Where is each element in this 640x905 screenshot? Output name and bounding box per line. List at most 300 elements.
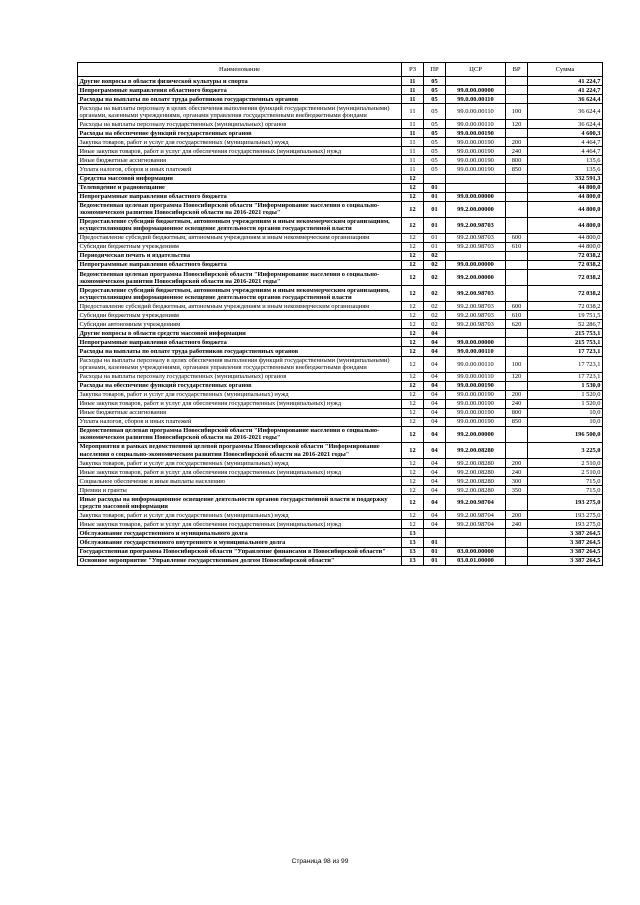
- cell-pr: [424, 174, 446, 183]
- cell-csr: 99.0.00.00000: [446, 86, 506, 95]
- table-row: [78, 138, 603, 147]
- cell-name: Основное мероприятие "Управление государственным долгом Новосибирской области": [78, 556, 402, 565]
- cell-name: Расходы на выплаты по оплате труда работников государственных органов: [78, 347, 402, 356]
- table-row: [78, 320, 603, 329]
- cell-pr: 02: [424, 251, 446, 260]
- cell-pr: 04: [424, 372, 446, 381]
- cell-rz: 13: [402, 538, 424, 547]
- cell-vr: 100: [506, 104, 528, 120]
- cell-rz: 12: [402, 201, 424, 217]
- cell-name: Мероприятия в рамках ведомственной целевой программы Новосибирской области "Информирование населения о социально-экономическом развитии Новосибирской области на 2016-2021 годы": [78, 442, 402, 458]
- cell-sum: 36 624,4: [528, 95, 603, 104]
- cell-pr: 01: [424, 556, 446, 565]
- cell-pr: 02: [424, 311, 446, 320]
- cell-vr: [506, 529, 528, 538]
- cell-pr: 04: [424, 390, 446, 399]
- cell-csr: [446, 538, 506, 547]
- cell-pr: 02: [424, 302, 446, 311]
- cell-vr: 100: [506, 356, 528, 372]
- cell-sum: 1 520,0: [528, 390, 603, 399]
- table-row: [78, 408, 603, 417]
- table-row: [78, 486, 603, 495]
- cell-csr: 99.2.00.08280: [446, 468, 506, 477]
- cell-sum: 72 038,2: [528, 251, 603, 260]
- cell-vr: [506, 286, 528, 302]
- cell-sum: 193 275,0: [528, 511, 603, 520]
- table-row: [78, 286, 603, 302]
- table-row: [78, 372, 603, 381]
- cell-csr: 99.0.00.00110: [446, 372, 506, 381]
- cell-name: Иные закупки товаров, работ и услуг для обеспечения государственных (муниципальных) нужд: [78, 468, 402, 477]
- cell-name: Другие вопросы в области физической культуры и спорта: [78, 77, 402, 86]
- cell-name: Расходы на выплаты персоналу в целях обеспечения выполнения функций государственными (муниципальными) органами, казенными учреждениями, органами управления государственными внебюджетными фондами: [78, 104, 402, 120]
- cell-vr: 200: [506, 138, 528, 147]
- cell-csr: 99.0.00.00190: [446, 129, 506, 138]
- cell-rz: 11: [402, 120, 424, 129]
- cell-name: Иные закупки товаров, работ и услуг для обеспечения государственных (муниципальных) нужд: [78, 147, 402, 156]
- cell-sum: 3 387 264,5: [528, 547, 603, 556]
- cell-name: Субсидии автономным учреждениям: [78, 320, 402, 329]
- cell-rz: 13: [402, 556, 424, 565]
- cell-vr: [506, 192, 528, 201]
- cell-csr: 99.2.00.98703: [446, 320, 506, 329]
- cell-rz: 12: [402, 426, 424, 442]
- table-row: [78, 251, 603, 260]
- cell-rz: 11: [402, 77, 424, 86]
- cell-rz: 12: [402, 286, 424, 302]
- cell-csr: 99.2.00.98703: [446, 217, 506, 233]
- cell-rz: 11: [402, 138, 424, 147]
- cell-rz: 12: [402, 320, 424, 329]
- header-vr: ВР: [506, 63, 528, 77]
- cell-name: Предоставление субсидий бюджетным, автономным учреждениям и иным некоммерческим организациям: [78, 302, 402, 311]
- cell-vr: [506, 174, 528, 183]
- cell-rz: 12: [402, 477, 424, 486]
- cell-name: Иные закупки товаров, работ и услуг для обеспечения государственных (муниципальных) нужд: [78, 520, 402, 529]
- cell-name: Обслуживание государственного и муниципального долга: [78, 529, 402, 538]
- cell-rz: 12: [402, 311, 424, 320]
- cell-rz: 12: [402, 399, 424, 408]
- table-row: [78, 417, 603, 426]
- cell-csr: 99.2.00.98704: [446, 495, 506, 511]
- cell-pr: 05: [424, 156, 446, 165]
- cell-csr: 99.2.00.98703: [446, 242, 506, 251]
- cell-csr: 99.0.00.00190: [446, 417, 506, 426]
- cell-rz: 12: [402, 486, 424, 495]
- cell-rz: 11: [402, 95, 424, 104]
- cell-vr: 600: [506, 302, 528, 311]
- cell-rz: 12: [402, 183, 424, 192]
- table-row: [78, 156, 603, 165]
- cell-csr: 99.2.00.98703: [446, 286, 506, 302]
- cell-vr: 620: [506, 320, 528, 329]
- table-row: [78, 270, 603, 286]
- cell-rz: 12: [402, 270, 424, 286]
- cell-name: Периодическая печать и издательства: [78, 251, 402, 260]
- cell-csr: 99.0.00.00190: [446, 381, 506, 390]
- cell-csr: 99.2.00.00000: [446, 201, 506, 217]
- cell-pr: 05: [424, 95, 446, 104]
- table-row: [78, 381, 603, 390]
- cell-csr: 99.2.00.98703: [446, 302, 506, 311]
- cell-pr: 04: [424, 399, 446, 408]
- cell-rz: 12: [402, 468, 424, 477]
- cell-sum: 3 387 264,5: [528, 529, 603, 538]
- cell-sum: 72 038,2: [528, 286, 603, 302]
- cell-sum: 332 591,3: [528, 174, 603, 183]
- table-row: [78, 260, 603, 269]
- cell-pr: 01: [424, 217, 446, 233]
- header-csr: ЦСР: [446, 63, 506, 77]
- cell-pr: 04: [424, 511, 446, 520]
- cell-csr: 99.0.00.00190: [446, 138, 506, 147]
- cell-sum: 17 723,1: [528, 356, 603, 372]
- table-row: [78, 459, 603, 468]
- cell-rz: 12: [402, 408, 424, 417]
- table-row: [78, 426, 603, 442]
- table-row: [78, 495, 603, 511]
- cell-rz: 12: [402, 520, 424, 529]
- cell-sum: 4 600,3: [528, 129, 603, 138]
- cell-rz: 12: [402, 329, 424, 338]
- cell-rz: 12: [402, 174, 424, 183]
- cell-name: Расходы на выплаты персоналу в целях обеспечения выполнения функций государственными (муниципальными) органами, казенными учреждениями, органами управления государственными внебюджетными фондами: [78, 356, 402, 372]
- cell-rz: 12: [402, 356, 424, 372]
- cell-name: Обслуживание государственного внутреннего и муниципального долга: [78, 538, 402, 547]
- cell-vr: 850: [506, 417, 528, 426]
- cell-sum: 36 624,4: [528, 104, 603, 120]
- cell-vr: [506, 426, 528, 442]
- cell-pr: 05: [424, 165, 446, 174]
- cell-csr: 99.2.00.08280: [446, 477, 506, 486]
- cell-sum: 44 800,0: [528, 233, 603, 242]
- cell-name: Телевидение и радиовещание: [78, 183, 402, 192]
- cell-csr: 99.0.00.00190: [446, 165, 506, 174]
- table-row: [78, 165, 603, 174]
- cell-sum: 215 753,1: [528, 329, 603, 338]
- table-row: [78, 399, 603, 408]
- header-sum: Сумма: [528, 63, 603, 77]
- cell-sum: 2 510,0: [528, 459, 603, 468]
- cell-vr: [506, 201, 528, 217]
- cell-sum: 17 723,1: [528, 347, 603, 356]
- cell-vr: 600: [506, 233, 528, 242]
- cell-name: Ведомственная целевая программа Новосибирской области "Информирование населения о социально-экономическом развитии Новосибирской области на 2016-2021 годы": [78, 270, 402, 286]
- cell-vr: [506, 338, 528, 347]
- cell-name: Субсидии бюджетным учреждениям: [78, 242, 402, 251]
- cell-pr: 04: [424, 495, 446, 511]
- cell-name: Расходы на выплаты персоналу государственных (муниципальных) органов: [78, 120, 402, 129]
- cell-pr: 05: [424, 147, 446, 156]
- table-row: [78, 520, 603, 529]
- cell-rz: 12: [402, 417, 424, 426]
- cell-pr: 04: [424, 356, 446, 372]
- cell-sum: 44 800,0: [528, 217, 603, 233]
- cell-pr: 04: [424, 417, 446, 426]
- cell-vr: [506, 347, 528, 356]
- cell-name: Непрограммные направления областного бюджета: [78, 192, 402, 201]
- cell-sum: 41 224,7: [528, 77, 603, 86]
- cell-sum: 10,0: [528, 417, 603, 426]
- cell-sum: 4 464,7: [528, 138, 603, 147]
- table-row: [78, 302, 603, 311]
- cell-name: Расходы на выплаты по оплате труда работников государственных органов: [78, 95, 402, 104]
- header-pr: ПР: [424, 63, 446, 77]
- cell-vr: 350: [506, 486, 528, 495]
- cell-vr: 120: [506, 120, 528, 129]
- cell-rz: 12: [402, 381, 424, 390]
- table-row: [78, 538, 603, 547]
- cell-vr: 240: [506, 520, 528, 529]
- cell-name: Средства массовой информации: [78, 174, 402, 183]
- cell-pr: 01: [424, 547, 446, 556]
- cell-sum: 72 038,2: [528, 270, 603, 286]
- cell-vr: 800: [506, 408, 528, 417]
- cell-sum: 44 800,0: [528, 183, 603, 192]
- cell-vr: 800: [506, 156, 528, 165]
- cell-sum: 3 387 264,5: [528, 556, 603, 565]
- cell-name: Другие вопросы в области средств массовой информации: [78, 329, 402, 338]
- cell-sum: 1 530,0: [528, 381, 603, 390]
- cell-rz: 12: [402, 372, 424, 381]
- table-row: [78, 468, 603, 477]
- cell-vr: [506, 251, 528, 260]
- budget-table: [77, 62, 603, 566]
- table-row: [78, 233, 603, 242]
- cell-name: Уплата налогов, сборов и иных платежей: [78, 417, 402, 426]
- cell-pr: 02: [424, 320, 446, 329]
- table-row: [78, 77, 603, 86]
- cell-name: Непрограммные направления областного бюджета: [78, 260, 402, 269]
- cell-pr: 01: [424, 201, 446, 217]
- cell-rz: 12: [402, 459, 424, 468]
- cell-csr: 99.2.00.08280: [446, 486, 506, 495]
- table-header-row: [78, 63, 603, 77]
- cell-sum: 72 038,2: [528, 260, 603, 269]
- table-row: [78, 556, 603, 565]
- cell-sum: 196 500,0: [528, 426, 603, 442]
- cell-name: Предоставление субсидий бюджетным, автономным учреждениям и иным некоммерческим организациям, осуществляющим информационное освещение деятельности органов государственной власти: [78, 217, 402, 233]
- cell-pr: 01: [424, 538, 446, 547]
- cell-name: Расходы на обеспечение функций государственных органов: [78, 381, 402, 390]
- cell-pr: 04: [424, 381, 446, 390]
- cell-csr: 99.0.00.00110: [446, 104, 506, 120]
- cell-pr: 02: [424, 270, 446, 286]
- cell-name: Ведомственная целевая программа Новосибирской области "Информирование населения о социально-экономическом развитии Новосибирской области на 2016-2021 годы": [78, 426, 402, 442]
- cell-sum: 19 751,5: [528, 311, 603, 320]
- cell-vr: [506, 129, 528, 138]
- cell-rz: 11: [402, 129, 424, 138]
- cell-csr: 99.0.00.00000: [446, 260, 506, 269]
- cell-rz: 11: [402, 86, 424, 95]
- cell-rz: 12: [402, 390, 424, 399]
- cell-pr: 04: [424, 459, 446, 468]
- cell-rz: 12: [402, 251, 424, 260]
- cell-pr: 01: [424, 233, 446, 242]
- cell-name: Непрограммные направления областного бюджета: [78, 338, 402, 347]
- table-row: [78, 311, 603, 320]
- cell-pr: 04: [424, 468, 446, 477]
- cell-csr: 99.2.00.98703: [446, 233, 506, 242]
- table-row: [78, 192, 603, 201]
- cell-sum: 2 510,0: [528, 468, 603, 477]
- cell-vr: 240: [506, 147, 528, 156]
- cell-pr: 04: [424, 477, 446, 486]
- cell-vr: [506, 538, 528, 547]
- cell-csr: 99.2.00.08280: [446, 459, 506, 468]
- cell-csr: 99.0.00.00190: [446, 390, 506, 399]
- cell-pr: 04: [424, 426, 446, 442]
- cell-sum: 193 275,0: [528, 495, 603, 511]
- cell-sum: 135,6: [528, 156, 603, 165]
- cell-vr: [506, 495, 528, 511]
- cell-vr: 200: [506, 459, 528, 468]
- cell-rz: 11: [402, 147, 424, 156]
- cell-vr: 240: [506, 399, 528, 408]
- cell-rz: 11: [402, 165, 424, 174]
- cell-sum: 215 753,1: [528, 338, 603, 347]
- cell-sum: 44 800,0: [528, 242, 603, 251]
- table-row: [78, 442, 603, 458]
- cell-sum: 44 800,0: [528, 201, 603, 217]
- cell-pr: 04: [424, 338, 446, 347]
- header-name: Наименование: [78, 63, 402, 77]
- cell-sum: 135,6: [528, 165, 603, 174]
- cell-vr: [506, 77, 528, 86]
- cell-csr: 99.0.00.00000: [446, 338, 506, 347]
- cell-csr: 99.2.00.98704: [446, 520, 506, 529]
- cell-pr: 04: [424, 520, 446, 529]
- table-row: [78, 329, 603, 338]
- cell-vr: 120: [506, 372, 528, 381]
- cell-csr: 99.0.00.00110: [446, 120, 506, 129]
- cell-sum: 1 520,0: [528, 399, 603, 408]
- cell-pr: 04: [424, 486, 446, 495]
- cell-rz: 12: [402, 217, 424, 233]
- cell-sum: 193 275,0: [528, 520, 603, 529]
- cell-vr: [506, 547, 528, 556]
- cell-pr: 04: [424, 329, 446, 338]
- cell-csr: 99.0.00.00110: [446, 356, 506, 372]
- cell-vr: 850: [506, 165, 528, 174]
- cell-vr: [506, 270, 528, 286]
- cell-sum: 41 224,7: [528, 86, 603, 95]
- table-row: [78, 183, 603, 192]
- cell-name: Субсидии бюджетным учреждениям: [78, 311, 402, 320]
- cell-pr: [424, 529, 446, 538]
- cell-csr: [446, 174, 506, 183]
- cell-sum: 715,0: [528, 486, 603, 495]
- cell-sum: 44 800,0: [528, 192, 603, 201]
- table-row: [78, 338, 603, 347]
- table-body: [78, 77, 603, 566]
- table-row: [78, 86, 603, 95]
- cell-rz: 13: [402, 547, 424, 556]
- cell-rz: 11: [402, 156, 424, 165]
- cell-csr: 99.0.00.00190: [446, 408, 506, 417]
- cell-rz: 12: [402, 242, 424, 251]
- cell-csr: 99.0.00.00110: [446, 95, 506, 104]
- cell-sum: 52 286,7: [528, 320, 603, 329]
- cell-vr: 610: [506, 242, 528, 251]
- cell-vr: [506, 95, 528, 104]
- cell-vr: [506, 183, 528, 192]
- cell-rz: 12: [402, 302, 424, 311]
- header-rz: РЗ: [402, 63, 424, 77]
- cell-pr: 05: [424, 138, 446, 147]
- cell-pr: 04: [424, 408, 446, 417]
- cell-vr: [506, 442, 528, 458]
- cell-sum: 3 225,0: [528, 442, 603, 458]
- cell-csr: 99.2.00.98703: [446, 311, 506, 320]
- table-row: [78, 356, 603, 372]
- cell-csr: 03.0.00.00000: [446, 547, 506, 556]
- cell-sum: 715,0: [528, 477, 603, 486]
- cell-sum: 3 387 264,5: [528, 538, 603, 547]
- cell-pr: 02: [424, 286, 446, 302]
- cell-name: Предоставление субсидий бюджетным, автономным учреждениям и иным некоммерческим организациям: [78, 233, 402, 242]
- cell-vr: 200: [506, 390, 528, 399]
- table-row: [78, 477, 603, 486]
- cell-pr: 05: [424, 86, 446, 95]
- cell-pr: 05: [424, 104, 446, 120]
- cell-vr: [506, 86, 528, 95]
- cell-sum: 72 038,2: [528, 302, 603, 311]
- cell-vr: [506, 260, 528, 269]
- cell-rz: 12: [402, 511, 424, 520]
- cell-pr: 04: [424, 442, 446, 458]
- cell-name: Иные расходы на информационное освещение деятельности органов государственной власти и поддержку средств массовой информации: [78, 495, 402, 511]
- table-row: [78, 174, 603, 183]
- cell-name: Непрограммные направления областного бюджета: [78, 86, 402, 95]
- table-row: [78, 347, 603, 356]
- cell-csr: [446, 183, 506, 192]
- table-row: [78, 547, 603, 556]
- cell-rz: 12: [402, 260, 424, 269]
- cell-name: Закупка товаров, работ и услуг для государственных (муниципальных) нужд: [78, 138, 402, 147]
- table-row: [78, 147, 603, 156]
- cell-name: Социальное обеспечение и иные выплаты населению: [78, 477, 402, 486]
- cell-rz: 12: [402, 233, 424, 242]
- cell-name: Ведомственная целевая программа Новосибирской области "Информирование населения о социально-экономическом развитии Новосибирской области на 2016-2021 годы": [78, 201, 402, 217]
- cell-name: Иные бюджетные ассигнования: [78, 408, 402, 417]
- cell-pr: 01: [424, 242, 446, 251]
- cell-name: Иные закупки товаров, работ и услуг для обеспечения государственных (муниципальных) нужд: [78, 399, 402, 408]
- cell-rz: 12: [402, 442, 424, 458]
- cell-csr: [446, 329, 506, 338]
- table-row: [78, 95, 603, 104]
- cell-name: Закупка товаров, работ и услуг для государственных (муниципальных) нужд: [78, 459, 402, 468]
- cell-csr: 99.0.00.00190: [446, 147, 506, 156]
- cell-vr: 200: [506, 511, 528, 520]
- cell-name: Расходы на обеспечение функций государственных органов: [78, 129, 402, 138]
- table-row: [78, 529, 603, 538]
- cell-vr: 610: [506, 311, 528, 320]
- cell-csr: 99.2.00.98704: [446, 511, 506, 520]
- cell-rz: 12: [402, 338, 424, 347]
- table-row: [78, 201, 603, 217]
- cell-name: Уплата налогов, сборов и иных платежей: [78, 165, 402, 174]
- cell-csr: [446, 529, 506, 538]
- cell-vr: [506, 329, 528, 338]
- cell-csr: 99.0.00.00190: [446, 156, 506, 165]
- cell-rz: 13: [402, 529, 424, 538]
- cell-csr: 99.2.00.00000: [446, 270, 506, 286]
- cell-pr: 01: [424, 192, 446, 201]
- cell-name: Государственная программа Новосибирской области "Управление финансами в Новосибирской области": [78, 547, 402, 556]
- cell-pr: 04: [424, 347, 446, 356]
- cell-csr: 99.0.00.00000: [446, 192, 506, 201]
